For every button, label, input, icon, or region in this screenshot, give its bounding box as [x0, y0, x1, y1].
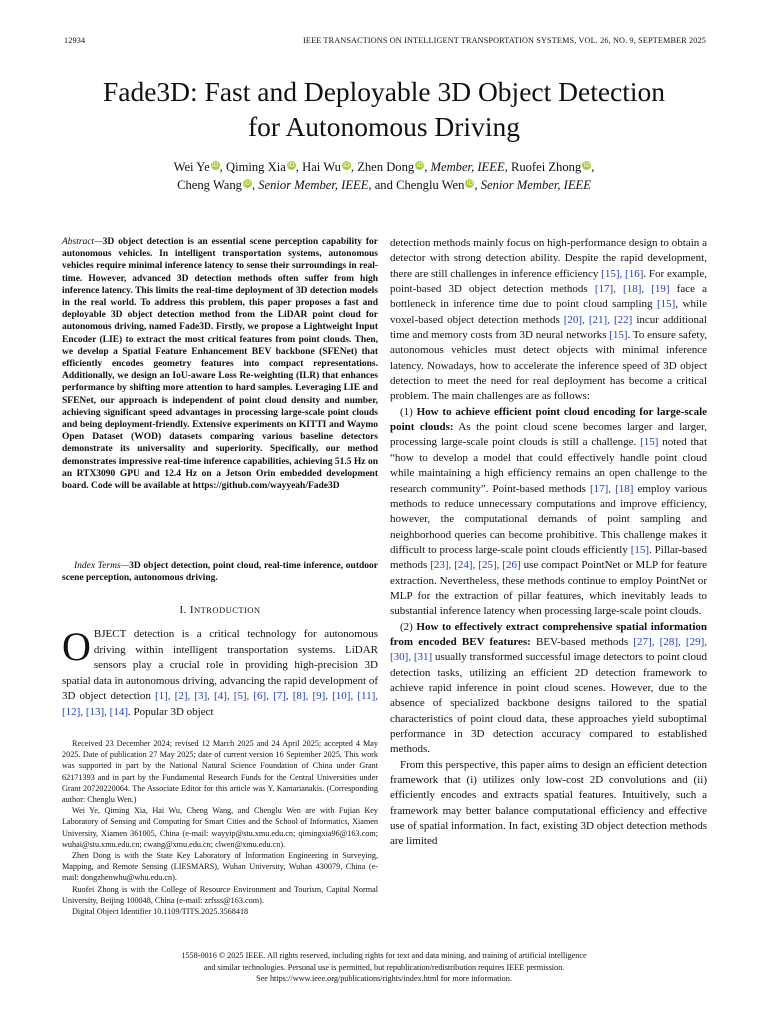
text: BEV-based methods: [530, 635, 634, 648]
text: noted that “how to develop a model that could effectively handle point cloud while maintaining a high efficiency remains an open challenge to the research community”. Point-based methods: [390, 436, 707, 495]
orcid-icon[interactable]: iD: [416, 162, 423, 169]
running-header: [64, 36, 706, 50]
journal-name: IEEE TRANSACTIONS ON INTELLIGENT TRANSPORTATION SYSTEMS, VOL. 26, NO. 9, SEPTEMBER 2025: [303, 36, 706, 45]
paper-title: [40, 74, 728, 144]
challenge-heading: How to effectively extract comprehensive spatial information from encoded BEV features:: [390, 620, 707, 648]
footnote-affiliation: Ruofei Zhong is with the College of Resource Environment and Tourism, Capital Normal University, Beijing 100048, China (e-mail: zrfsss@163.com).: [62, 884, 378, 905]
citation-link[interactable]: [15]: [609, 329, 628, 342]
section-heading: [62, 604, 378, 616]
intro-paragraph: [62, 624, 378, 720]
author-name: Hai Wu: [302, 160, 341, 174]
abstract-text: 3D object detection is an essential scene perception capability for autonomous vehicles. In intelligent transportation systems, autonomous vehicles require minimal inference latency to sense their surroundings in real-time. However, advanced 3D detection methods often suffer from high inference latency. This limits the real-time deployment of 3D detection models in the real world. To address this problem, this paper proposes a fast and deployable 3D object detection method from the LiDAR point cloud for autonomous driving, named Fade3D. Firstly, we propose a Lightweight Input Encoder (LIE) to extract the most critical features from point clouds. Then, we develop a Spatial Feature Enhancement BEV backbone (SFENet) that efficiently encodes geometry features into compact representations. Additionally, we design an IoU-aware Loss Re-weighting (ILR) that enhances performance by shifting more attention to hard samples. Leveraging LIE and SFENet, our approach is independent of point cloud density and number, achieving significant speed advantages in processing large-scale point clouds and being deployment-friendly. Extensive experiments on KITTI and Waymo Open Dataset (WOD) datasets comparing various baseline detectors demonstrate its universality and superiority. Specifically, our method demonstrates impressive real-time inference capabilities, achieving 51.5 Hz on an RTX3090 GPU and 12.4 Hz on a Jetson Orin embedded development board. Code will be available at https://github.com/wayyeah/Fade3D: [62, 237, 378, 492]
author-role: Senior Member, IEEE: [480, 178, 591, 192]
title-line-1: Fade3D: Fast and Deployable 3D Object Detection: [102, 76, 666, 107]
citation-link[interactable]: [15]: [640, 436, 659, 449]
intro-text: detection is a critical technology for autonomous driving within intelligent transportation systems. LiDAR sensors play a crucial role in providing high-precision 3D spatial data in autonomous driving, advancing the rapid development of 3D object detection: [62, 628, 378, 702]
text: face a bottleneck in inference time due to point cloud sampling: [390, 283, 707, 311]
orcid-icon[interactable]: iD: [343, 162, 350, 169]
title-line-2: for Autonomous Driving: [248, 111, 520, 142]
author-role: Member, IEEE: [430, 160, 505, 174]
citation-link[interactable]: [15], [16]: [601, 267, 644, 280]
citation-link[interactable]: [23], [24], [25], [26]: [430, 559, 521, 572]
footnote-doi: Digital Object Identifier 10.1109/TITS.2025.3568418: [72, 907, 249, 917]
text: incur additional time and memory costs from 3D neural networks: [390, 313, 707, 342]
text: . To ensure safety, autonomous vehicles must detect objects with minimal inference latency. Nowadays, how to accelerate the inference speed of 3D object detection to meet the need for real deployment has become a critical problem. The main challenges are as follows:: [390, 329, 707, 403]
footnote-received: Received 23 December 2024; revised 12 March 2025 and 24 April 2025; accepted 4 May 2025. Date of publication 27 May 2025; date of current version 16 September 2025. This work was supported in part by the National Natural Science Foundation of China under Grant 62171393 and in part by the Fundamental Research Funds for the Central Universities under Grant 20720220064. The Associate Editor for this article was Y. Kamarianakis. (Corresponding author: Chenglu Wen.): [62, 739, 378, 805]
intro-tail: . Popular 3D object: [127, 705, 214, 718]
abstract-label: Abstract—: [62, 237, 103, 247]
footer-line: 1558-0016 © 2025 IEEE. All rights reserved, including rights for text and data mining, and training of artificial intelligence: [181, 951, 587, 960]
footer-line: and similar technologies. Personal use is permitted, but republication/redistribution requires IEEE permission.: [203, 962, 565, 972]
citation-link[interactable]: [27], [28], [29], [30], [31]: [390, 635, 707, 664]
section-numeral: I.: [179, 604, 187, 616]
text: usually transformed successful image detectors to point cloud detection tasks, utilizing an efficient 2D detection framework to achieve rapid inference in point cloud scenes. However, due to the absence of specialized backbone designs tailored to the spatial characteristics of point cloud data, these approaches yield suboptimal performance in 3D detection accuracy compared to established methods.: [390, 651, 707, 756]
author-role: Senior Member, IEEE: [258, 178, 369, 192]
intro-caps: BJECT: [93, 628, 127, 640]
author-name: Wei Ye: [173, 160, 210, 174]
footer-line: See https://www.ieee.org/publications/rights/index.html for more information.: [256, 974, 512, 984]
author-name: Qiming Xia: [225, 160, 286, 174]
citation-link[interactable]: [1], [2], [3], [4], [5], [6], [7], [8], [9], [10], [11], [12], [13], [14]: [62, 690, 378, 718]
footnote-affiliation: Wei Ye, Qiming Xia, Hai Wu, Cheng Wang, and Chenglu Wen are with Fujian Key Laboratory of Sensing and Computing for Smart Cities and the School of Informatics, Xiamen University, Xiamen 361005, China (e-mail: wayyip@stu.xmu.edu.cn; qimingxia96@163.com; wuhai@stu.xmu.edu.cn; cwang@xmu.edu.cn; clwen@xmu.edu.cn).: [62, 806, 378, 849]
text: use compact PointNet or MLP for feature extraction. Nevertheless, these methods continue to employ PointNet or MLP for the extraction of pillar features, which inevitably leads to substantial inference latency when processing large-scale point clouds.: [390, 559, 707, 618]
drop-cap: O: [62, 624, 91, 669]
section-title-initial: I: [189, 604, 194, 616]
text: . For example, point-based 3D object detection methods: [390, 267, 707, 296]
citation-link[interactable]: [17], [18]: [589, 482, 634, 495]
paragraph: [390, 405, 707, 620]
challenge-heading: How to achieve efficient point cloud encoding for large-scale point clouds:: [390, 405, 708, 434]
orcid-icon[interactable]: iD: [583, 162, 590, 169]
right-column: [390, 236, 707, 850]
text: . Pillar-based methods: [390, 543, 707, 572]
footnote-affiliation: Zhen Dong is with the State Key Laboratory of Information Engineering in Surveying, Mapping, and Remote Sensing (LIESMARS), Wuhan University, Wuhan 430079, China (e-mail: dongzhenwhu@whu.edu.cn).: [62, 851, 378, 883]
copyright-footer: [90, 950, 678, 985]
text: As the point cloud scene becomes larger and larger, processing large-scale point clouds is still a challenge.: [390, 421, 708, 449]
text: employ various methods to reduce unnecessary computations and improve efficiency, however, the computational demands of point sampling and neighborhood queries can become prohibitive. This challenge makes it difficult to process large-scale point clouds efficiently: [390, 482, 708, 556]
author-name: Zhen Dong: [357, 160, 415, 174]
orcid-icon[interactable]: iD: [244, 180, 251, 187]
index-terms-label: Index Terms—: [74, 561, 130, 571]
paragraph: [390, 620, 707, 758]
author-conjunction: and: [374, 178, 393, 192]
author-name: Ruofei Zhong: [510, 160, 582, 174]
author-list: Wei Ye iD, Qiming Xia iD, Hai Wu iD, Zhen Dong iD, Member, IEEE, Ruofei Zhong iD, Cheng Wang iD, Senior Member, IEEE, and Chenglu Wen iD, Senior Member, IEEE: [173, 160, 595, 192]
text: detection methods mainly focus on high-performance design to obtain a detector with strong detection ability. Despite the rapid development, there are still challenges in inference efficiency: [390, 237, 707, 280]
citation-link[interactable]: [17], [18], [19]: [594, 283, 670, 296]
orcid-icon[interactable]: iD: [466, 180, 474, 187]
section-title-rest: NTRODUCTION: [193, 605, 261, 615]
orcid-icon[interactable]: iD: [288, 162, 295, 169]
abstract: [62, 236, 378, 492]
citation-link[interactable]: [15]: [657, 298, 676, 311]
footnotes: [62, 738, 378, 917]
list-number: (1): [400, 405, 417, 418]
list-number: (2): [400, 620, 417, 633]
text: , while voxel-based object detection methods: [390, 298, 707, 326]
paragraph: [390, 236, 707, 405]
paragraph: From this perspective, this paper aims to design an efficient detection framework that (i) utilizes only low-cost 2D convolutions and (ii) efficiently encodes and extracts spatial features. Intuitively, such a framework may better balance computational efficiency and effective use of spatial information. In fact, existing 3D object detection methods are limited: [390, 758, 707, 848]
page-number: 12934: [64, 36, 86, 45]
author-name: Cheng Wang: [177, 178, 242, 192]
index-terms: [62, 560, 378, 584]
citation-link[interactable]: [20], [21], [22]: [563, 313, 633, 326]
index-terms-text: 3D object detection, point cloud, real-time inference, outdoor scene perception, autonomous driving.: [62, 561, 378, 584]
author-name: Chenglu Wen: [396, 178, 465, 192]
orcid-icon[interactable]: iD: [212, 162, 219, 169]
citation-link[interactable]: [15]: [630, 543, 650, 556]
